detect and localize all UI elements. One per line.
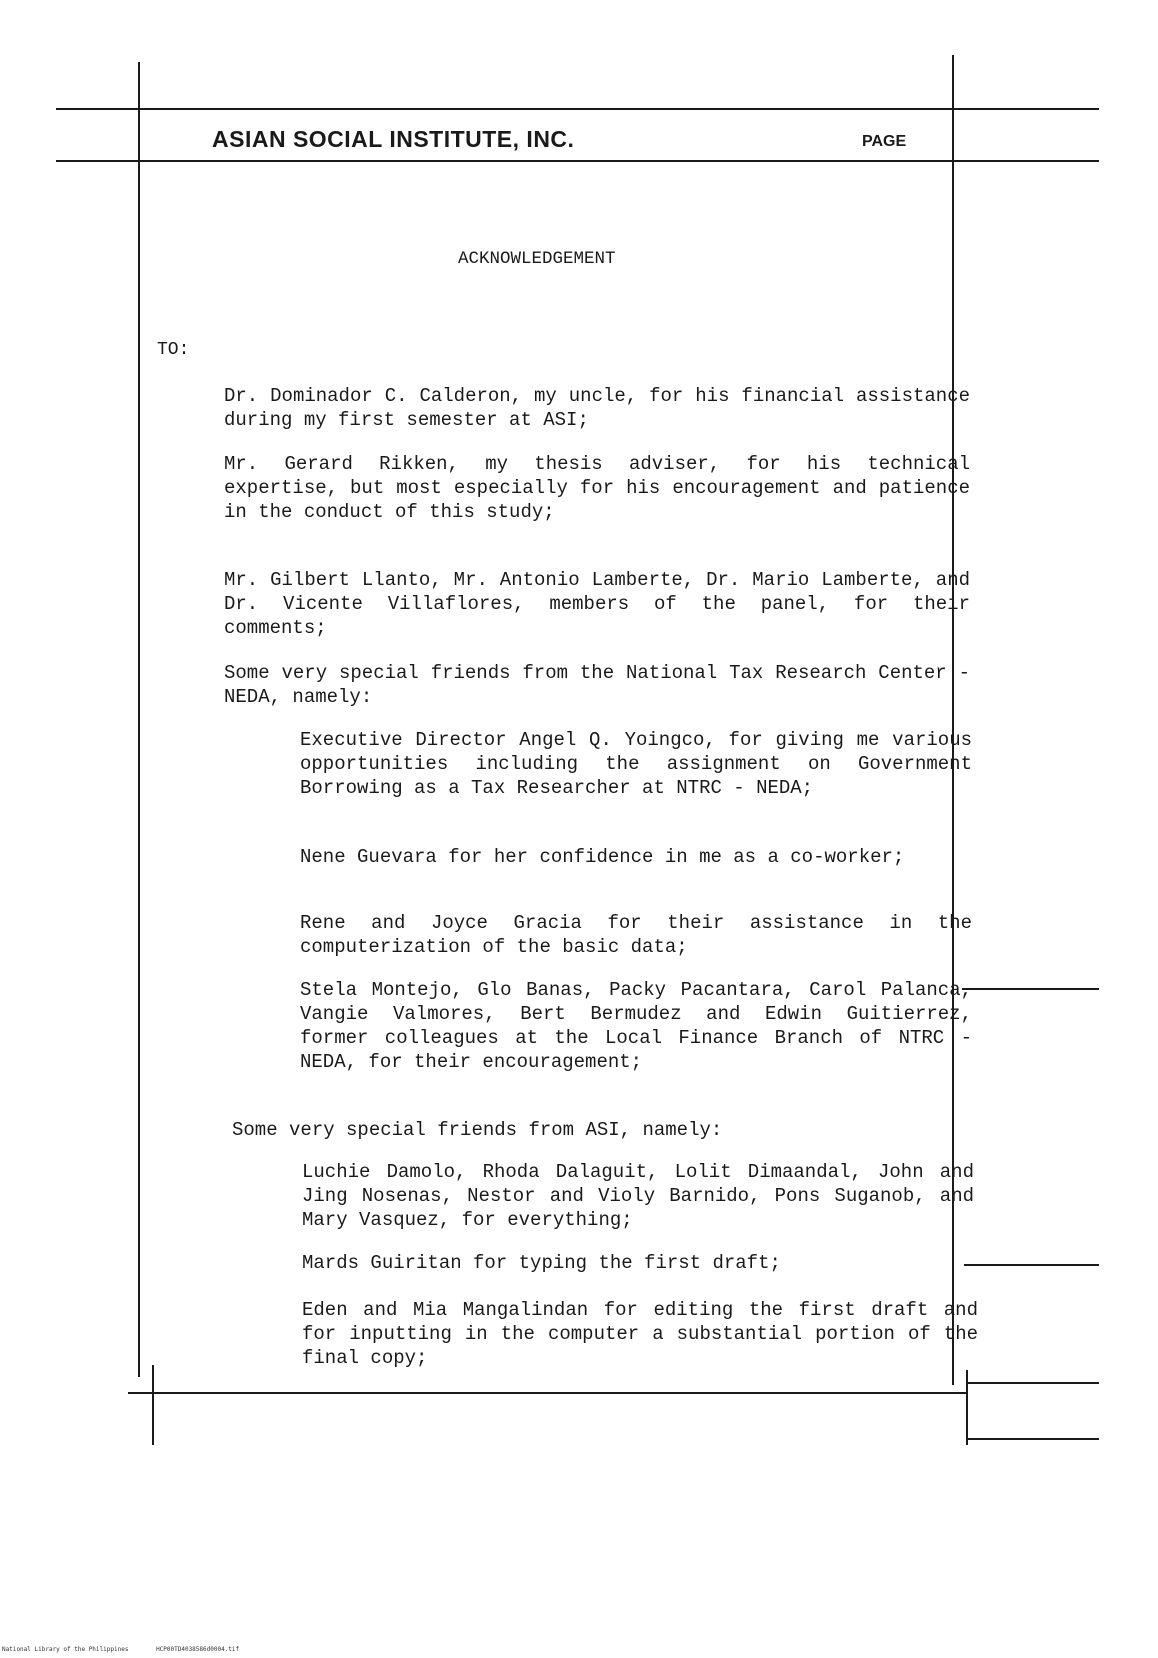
left-margin-line	[138, 62, 140, 1377]
to-label: TO:	[157, 340, 190, 360]
acknowledgement-paragraph: Some very special friends from the National Tax Research Center - NEDA, namely:	[224, 662, 970, 708]
right-column-rule-1	[962, 988, 1099, 990]
right-column-rule-3	[966, 1382, 1099, 1384]
acknowledgement-paragraph: Mr. Gilbert Llanto, Mr. Antonio Lamberte, Dr. Mario Lamberte, and Dr. Vicente Villaflores, members of the panel, for their comments;	[224, 569, 970, 639]
header-bottom-rule	[56, 160, 1099, 162]
acknowledgement-subparagraph: Mards Guiritan for typing the first draft;	[302, 1252, 781, 1274]
acknowledgement-subparagraph: Executive Director Angel Q. Yoingco, for giving me various opportunities including the assignment on Government Borrowing as a Tax Researcher at NTRC - NEDA;	[300, 729, 972, 799]
library-credit: National Library of the Philippines	[2, 1646, 129, 1653]
acknowledgement-subparagraph: Stela Montejo, Glo Banas, Packy Pacantara, Carol Palanca, Vangie Valmores, Bert Bermudez and Edwin Guitierrez, former colleagues at the Local Finance Branch of NTRC - NEDA, for their encouragement;	[300, 979, 972, 1073]
institution-name: ASIAN SOCIAL INSTITUTE, INC.	[212, 126, 575, 152]
acknowledgement-paragraph: Dr. Dominador C. Calderon, my uncle, for his financial assistance during my first semester at ASI;	[224, 385, 970, 431]
right-column-rule-4	[966, 1438, 1099, 1440]
footer-rule	[128, 1392, 968, 1394]
acknowledgement-subparagraph: Luchie Damolo, Rhoda Dalaguit, Lolit Dimaandal, John and Jing Nosenas, Nestor and Violy Barnido, Pons Suganob, and Mary Vasquez, for everything;	[302, 1161, 974, 1231]
document-title: ACKNOWLEDGEMENT	[458, 249, 616, 269]
header-top-rule	[56, 108, 1099, 110]
acknowledgement-paragraph: Some very special friends from ASI, namely:	[232, 1119, 723, 1141]
acknowledgement-subparagraph: Eden and Mia Mangalindan for editing the first draft and for inputting in the computer a substantial portion of the final copy;	[302, 1299, 978, 1369]
scan-footer	[2, 1646, 239, 1653]
page-label: PAGE	[862, 133, 907, 150]
right-column-rule-2	[964, 1264, 1099, 1266]
acknowledgement-subparagraph: Rene and Joyce Gracia for their assistance in the computerization of the basic data;	[300, 912, 972, 958]
acknowledgement-subparagraph: Nene Guevara for her confidence in me as a co-worker;	[300, 846, 905, 868]
left-margin-line-lower	[152, 1365, 154, 1445]
acknowledgement-paragraph: Mr. Gerard Rikken, my thesis adviser, for his technical expertise, but most especially for his encouragement and patience in the conduct of this study;	[224, 453, 970, 523]
file-id: HCP00TD4038586d0004.tif	[156, 1646, 240, 1653]
